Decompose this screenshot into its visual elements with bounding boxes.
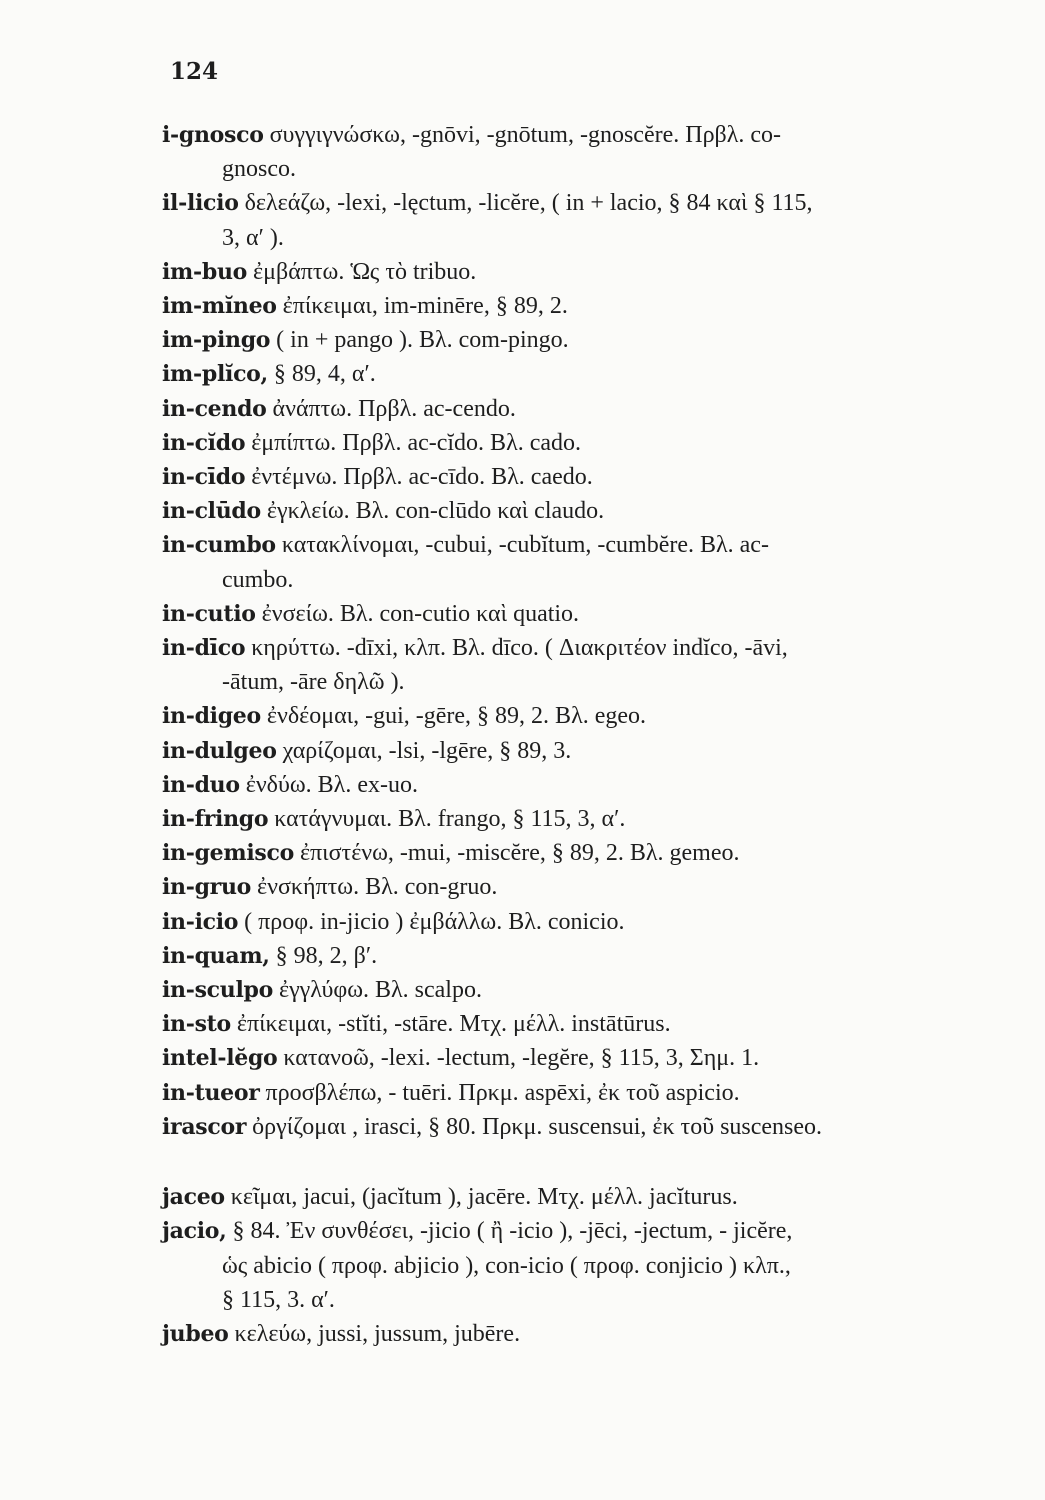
entry-headword: im-plĭco, <box>162 361 268 388</box>
dictionary-entry <box>162 734 1022 768</box>
entry-headword: i-gnosco <box>162 122 264 148</box>
entry-definition: ἐντέμνω. Πρβλ. ac-cīdo. Βλ. caedo. <box>251 464 593 491</box>
entry-continuation: -ātum, -āre δηλῶ ). <box>222 669 405 696</box>
entry-definition: § 84. Ἐν συνθέσει, -jicio ( ἢ -icio ), -jēci, -jectum, - jicĕre, <box>232 1218 793 1245</box>
entry-headword: jaceo <box>162 1184 225 1211</box>
dictionary-entry <box>162 768 1022 802</box>
entry-headword: in-clūdo <box>162 498 261 525</box>
entry-headword: im-mĭneo <box>162 293 277 320</box>
entry-continuation: cumbo. <box>222 566 294 593</box>
dictionary-entry <box>162 905 1022 939</box>
dictionary-entry <box>162 699 1022 733</box>
entry-headword: in-dulgeo <box>162 737 277 764</box>
entry-headword: irascor <box>162 1113 247 1140</box>
entry-headword: in-cutio <box>162 600 256 627</box>
entry-definition: ἀνάπτω. Πρβλ. ac-cendo. <box>272 395 516 422</box>
dictionary-entry <box>162 357 1022 391</box>
dictionary-entry <box>162 836 1022 870</box>
entry-headword: im-pingo <box>162 327 271 354</box>
dictionary-entry <box>162 426 1022 460</box>
entry-definition: § 98, 2, β′. <box>275 942 378 969</box>
entry-definition: χαρίζομαι, -lsi, -lgēre, § 89, 3. <box>282 737 572 764</box>
entry-headword: intel-lĕgo <box>162 1045 278 1072</box>
entry-definition: ἐνσείω. Βλ. con-cutio καὶ quatio. <box>261 600 580 627</box>
entry-headword: in-sculpo <box>162 977 273 1004</box>
entry-definition: κελεύω, jussi, jussum, jubēre. <box>234 1320 521 1347</box>
entry-definition: ἐμπίπτω. Πρβλ. ac-cĭdo. Βλ. cado. <box>251 429 582 456</box>
entry-definition: ( in + pango ). Βλ. com-pingo. <box>276 327 569 354</box>
dictionary-entry <box>162 1041 1022 1075</box>
dictionary-entry <box>162 802 1022 836</box>
entry-definition: δελεάζω, -lexi, -lęctum, -licĕre, ( in + lacio, § 84 καὶ § 115, <box>244 190 813 217</box>
entry-definition: ἐγγλύφω. Βλ. scalpo. <box>278 977 482 1004</box>
entry-continuation: 3, α′ ). <box>222 224 284 251</box>
entry-headword: in-fringo <box>162 806 269 833</box>
dictionary-entry <box>162 323 1022 357</box>
entry-headword: in-icio <box>162 908 239 935</box>
entry-definition: ἐγκλείω. Βλ. con-clūdo καὶ claudo. <box>266 498 605 525</box>
dictionary-entry <box>162 973 1022 1007</box>
dictionary-entry <box>162 1317 1022 1351</box>
entry-headword: in-cĭdo <box>162 429 246 456</box>
dictionary-entry <box>162 460 1022 494</box>
entry-headword: in-digeo <box>162 703 261 730</box>
dictionary-entries <box>162 118 1022 1351</box>
entry-headword: in-gemisco <box>162 840 294 867</box>
entry-continuation: gnosco. <box>222 156 296 183</box>
entry-headword: il-licio <box>162 190 239 217</box>
entry-headword: in-sto <box>162 1011 231 1038</box>
dictionary-entry <box>162 118 1022 186</box>
entry-headword: jubeo <box>162 1320 229 1347</box>
dictionary-entry <box>162 597 1022 631</box>
entry-definition: προσβλέπω, - tuēri. Πρκμ. aspēxi, ἐκ τοῦ aspicio. <box>265 1079 740 1106</box>
section-j <box>162 1180 1022 1351</box>
entry-headword: in-cīdo <box>162 464 246 491</box>
entry-definition: ἐπίκειμαι, im-minēre, § 89, 2. <box>282 293 568 320</box>
entry-definition: ( προφ. in-jicio ) ἐμβάλλω. Βλ. conicio. <box>244 908 625 935</box>
section-i <box>162 118 1022 1144</box>
dictionary-entry <box>162 392 1022 426</box>
entry-headword: in-quam, <box>162 942 270 969</box>
dictionary-entry <box>162 1007 1022 1041</box>
dictionary-entry <box>162 870 1022 904</box>
entry-definition: ἐμβάπτω. Ὡς τὸ tribuo. <box>253 258 477 285</box>
entry-definition: συγγιγνώσκω, -gnōvi, -gnōtum, -gnoscĕre. Πρβλ. co- <box>269 122 782 148</box>
dictionary-entry <box>162 186 1022 254</box>
entry-headword: in-cumbo <box>162 532 276 559</box>
entry-definition: ὀργίζομαι , irasci, § 80. Πρκμ. suscensui, ἐκ τοῦ suscenseo. <box>252 1113 823 1140</box>
entry-definition: ἐπιστένω, -mui, -miscĕre, § 89, 2. Βλ. gemeo. <box>299 840 740 867</box>
entry-definition: κεῖμαι, jacui, (jacĭtum ), jacēre. Μτχ. μέλλ. jacĭturus. <box>230 1184 738 1211</box>
dictionary-entry <box>162 1110 1022 1144</box>
entry-definition: κηρύττω. -dīxi, κλπ. Βλ. dīco. ( Διακριτέον indĭco, -āvi, <box>251 635 788 662</box>
dictionary-entry <box>162 1214 1022 1317</box>
entry-headword: in-dīco <box>162 635 246 662</box>
dictionary-entry <box>162 1076 1022 1110</box>
entry-definition: § 89, 4, α′. <box>273 361 376 388</box>
dictionary-entry <box>162 1180 1022 1214</box>
entry-continuation: § 115, 3. α′. <box>222 1286 335 1313</box>
entry-definition: ἐνδύω. Βλ. ex-uo. <box>245 771 418 798</box>
entry-definition: κατακλίνομαι, -cubui, -cubĭtum, -cumbĕre. Βλ. ac- <box>281 532 769 559</box>
entry-headword: in-cendo <box>162 395 267 422</box>
dictionary-entry <box>162 289 1022 323</box>
dictionary-entry <box>162 631 1022 699</box>
entry-headword: in-duo <box>162 771 240 798</box>
entry-headword: in-gruo <box>162 874 252 901</box>
dictionary-entry <box>162 528 1022 596</box>
entry-definition: ἐνσκήπτω. Βλ. con-gruo. <box>257 874 498 901</box>
dictionary-entry <box>162 939 1022 973</box>
entry-definition: κατανοῶ, -lexi. -lectum, -legĕre, § 115, 3, Σημ. 1. <box>283 1045 760 1072</box>
page-number: 124 <box>170 58 219 85</box>
entry-definition: κατάγνυμαι. Βλ. frango, § 115, 3, α′. <box>274 806 626 833</box>
dictionary-entry <box>162 255 1022 289</box>
entry-continuation: ὡς abicio ( προφ. abjicio ), con-icio ( προφ. conjicio ) κλπ., <box>222 1252 791 1279</box>
section-gap <box>162 1144 1022 1180</box>
entry-headword: jacio, <box>162 1218 227 1245</box>
entry-definition: ἐπίκειμαι, -stĭti, -stāre. Μτχ. μέλλ. instātūrus. <box>236 1011 671 1038</box>
entry-definition: ἐνδέομαι, -gui, -gēre, § 89, 2. Βλ. egeo. <box>266 703 647 730</box>
dictionary-entry <box>162 494 1022 528</box>
entry-headword: im-buo <box>162 258 248 285</box>
entry-headword: in-tueor <box>162 1079 260 1106</box>
